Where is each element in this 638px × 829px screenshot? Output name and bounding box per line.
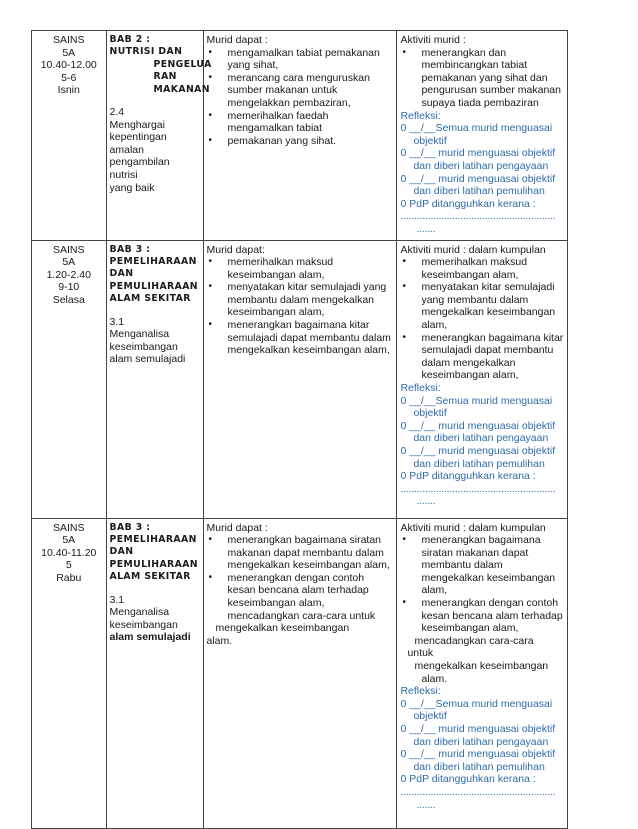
objective-item [207, 572, 394, 610]
subject-time-line: 10.40-11.20 [41, 546, 97, 559]
objective-item [207, 135, 394, 148]
learning-standard-text [110, 606, 200, 644]
learning-standard-line: Menganalisa [109, 328, 170, 341]
lesson-row [32, 518, 568, 828]
reflection-line-main: 0 __/__ murid menguasai objektif [400, 748, 556, 761]
reflection-line-sub: dan diberi latihan pengayaan [413, 159, 549, 172]
topic-title-line: PENGELUA [153, 58, 212, 70]
reflection-line-sub: dan diberi latihan pemulihan [413, 185, 545, 198]
learning-standard-line: yang baik [109, 181, 155, 194]
day-name: Isnin [57, 84, 80, 97]
activity-item [400, 597, 564, 635]
objectives-cell [203, 240, 397, 518]
activities-heading: Aktiviti murid : dalam kumpulan [400, 521, 546, 534]
dotted-line-sub: ....... [416, 495, 436, 508]
topic-title-line: RAN [153, 71, 177, 83]
bullet-icon: • [402, 331, 406, 343]
topic-title-line: PEMULIHARAAN [109, 558, 198, 570]
reason-dotted-line [400, 786, 564, 811]
activity-item-text: menerangkan dan membincangkan tabiat pemakanan yang sihat dan pengurusan sumber makanan supaya tiada pembaziran [421, 46, 561, 109]
lesson-row [32, 240, 568, 518]
reflection-line-sub: dan diberi latihan pengayaan [413, 432, 549, 445]
reason-dotted-line [400, 483, 564, 508]
reflection-line-sub: dan diberi latihan pemulihan [413, 760, 545, 773]
topic-title-line: PEMELIHARAAN [109, 255, 197, 267]
activity-item-text: menerangkan dengan contoh kesan bencana alam terhadap keseimbangan alam, [421, 597, 563, 635]
subject-time-line: 5 [65, 559, 72, 572]
lesson-row [32, 31, 568, 241]
objective-item-text: merancang cara menguruskan sumber makanan untuk mengelakkan pembaziran, [227, 71, 370, 109]
learning-standard-line: alam semulajadi [109, 353, 186, 366]
activity-item [400, 256, 564, 281]
topic-title-line: PEMELIHARAAN [109, 533, 197, 545]
bullet-icon: • [208, 134, 213, 146]
topic-cell [106, 240, 203, 518]
activity-item-text: menerangkan bagaimana kitar semulajadi dapat membantu dalam mengekalkan keseimbangan alam, [421, 331, 564, 382]
reflection-line-sub: objektif [413, 407, 447, 420]
objective-item [207, 319, 394, 357]
reflection-line-1 [400, 395, 564, 420]
reflection-line-3 [400, 173, 564, 198]
subject-time-line: 5A [62, 534, 76, 547]
bullet-icon: • [402, 46, 406, 58]
reflection-line-2 [400, 147, 564, 172]
subject-time-line: SAINS [53, 521, 85, 534]
objective-item-text: menyatakan kitar semulajadi yang membantu dalam mengekalkan keseimbangan alam, [227, 281, 387, 319]
bullet-icon: • [208, 256, 213, 268]
reflection-line-main: 0 __/__Semua murid menguasai [400, 697, 553, 710]
topic-title [110, 244, 200, 306]
bullet-icon: • [402, 534, 406, 546]
objective-item [207, 47, 394, 72]
objective-item [207, 534, 394, 572]
learning-standard-line: keseimbangan [109, 340, 178, 353]
dotted-line-main: ......................................................... [400, 482, 556, 495]
learning-standard-line: kepentingan [109, 131, 167, 144]
bullet-icon: • [402, 597, 406, 609]
reflection-title: Refleksi: [400, 109, 441, 122]
objectives-heading: Murid dapat : [206, 521, 268, 534]
reflection-title: Refleksi: [400, 382, 441, 395]
reflection-line-sub: objektif [413, 134, 447, 147]
bullet-icon: • [208, 46, 213, 58]
reflection-line-main: 0 __/__Semua murid menguasai [400, 394, 553, 407]
reflection-line-2 [400, 420, 564, 445]
objective-trailing-line: mencadangkan cara-cara untuk [227, 609, 376, 622]
topic-title [110, 522, 200, 584]
learning-standard-line: pengambilan nutrisi [109, 156, 170, 181]
topic-title-line: ALAM SEKITAR [109, 571, 191, 583]
activities-cell [397, 31, 568, 241]
objective-trailing-line: mengekalkan keseimbangan [215, 622, 350, 635]
learning-standard-line: Menghargai [109, 118, 165, 131]
activity-item [400, 534, 564, 597]
reflection-line-main: 0 __/__ murid menguasai objektif [400, 172, 556, 185]
learning-standard-line-bold: alam semulajadi [109, 631, 191, 644]
bullet-icon: • [208, 534, 213, 546]
reflection-block [400, 685, 564, 811]
topic-title-line: BAB 3 : [109, 243, 151, 255]
objective-item-text: mengamalkan tabiat pemakanan yang sihat, [227, 46, 380, 72]
subject-time-line: 9-10 [58, 281, 80, 294]
topic-title-line: BAB 2 : [109, 34, 151, 45]
bullet-icon: • [402, 256, 406, 268]
reflection-line-main: 0 __/__ murid menguasai objektif [400, 723, 556, 735]
reflection-line-main: 0 __/__Semua murid menguasai [400, 122, 553, 135]
objective-item [207, 281, 394, 319]
reflection-line-main: 0 __/__ murid menguasai objektif [400, 419, 556, 432]
objectives-heading: Murid dapat : [206, 34, 268, 46]
objective-item-text: menerangkan bagaimana siratan makanan dapat membantu dalam mengekalkan keseimbangan alam, [227, 534, 390, 572]
activities-heading: Aktiviti murid : [400, 34, 466, 46]
reflection-line-sub: objektif [413, 710, 447, 723]
topic-title-line: DAN [109, 268, 134, 280]
learning-standard-code: 3.1 [109, 315, 125, 328]
objective-item [207, 72, 394, 110]
reflection-line-3 [400, 445, 564, 470]
day-name: Rabu [56, 571, 82, 584]
reflection-line-sub: dan diberi latihan pengayaan [413, 735, 549, 748]
subject-time-line: 1.20-2.40 [46, 268, 91, 281]
learning-standard-line: Menganalisa [109, 606, 170, 619]
objective-item [207, 256, 394, 281]
postponed-note: 0 PdP ditangguhkan kerana : [400, 470, 536, 483]
subject-time-cell [32, 518, 107, 828]
bullet-icon: • [208, 71, 213, 83]
learning-standard-line: keseimbangan [109, 618, 178, 631]
topic-title-line: NUTRISI DAN [109, 46, 183, 58]
subject-time-cell [32, 31, 107, 241]
activities-cell [397, 240, 568, 518]
postponed-note: 0 PdP ditangguhkan kerana : [400, 197, 536, 210]
reflection-line-1 [400, 698, 564, 723]
activity-trailing-line: untuk [407, 647, 434, 660]
postponed-note: 0 PdP ditangguhkan kerana : [400, 773, 536, 786]
bullet-icon: • [208, 571, 213, 583]
topic-title-line: PEMULIHARAAN [109, 280, 198, 292]
day-name: Selasa [52, 293, 85, 306]
subject-time-line: 5A [62, 46, 76, 59]
learning-standard-code: 3.1 [109, 593, 125, 606]
learning-standard-text [110, 328, 200, 366]
objective-item-text: menerangkan dengan contoh kesan bencana alam terhadap keseimbangan alam, [227, 571, 369, 610]
objectives-heading: Murid dapat: [206, 243, 265, 256]
activity-trailing-line: alam. [421, 672, 448, 685]
topic-cell [106, 518, 203, 828]
topic-title-line: ALAM SEKITAR [109, 293, 191, 305]
topic-title [109, 34, 212, 96]
subject-time-cell [32, 240, 107, 518]
bullet-icon: • [208, 281, 213, 293]
dotted-line-main: ......................................................... [400, 210, 556, 223]
activities-heading: Aktiviti murid : dalam kumpulan [400, 243, 546, 256]
reflection-title: Refleksi: [400, 685, 441, 698]
activities-cell [397, 518, 568, 828]
bullet-icon: • [402, 281, 406, 293]
reflection-line-2 [400, 723, 564, 748]
dotted-line-main: ......................................................... [400, 785, 556, 798]
objective-item-list [207, 256, 394, 357]
learning-standard-code: 2.4 [109, 106, 125, 119]
activity-item [400, 47, 564, 110]
activity-item-text: menyatakan kitar semulajadi yang membantu dalam mengekalkan keseimbangan alam, [421, 281, 556, 332]
lesson-plan-page [31, 30, 568, 829]
reflection-line-1 [400, 122, 564, 147]
topic-title-line: MAKANAN [153, 83, 210, 95]
reflection-block [400, 382, 564, 508]
reason-dotted-line [400, 210, 564, 235]
activity-trailing-line: mengekalkan keseimbangan [414, 660, 549, 673]
subject-time-line: SAINS [53, 243, 85, 256]
objective-item-text: memerihalkan maksud keseimbangan alam, [227, 256, 334, 281]
subject-time-line: 5A [62, 256, 76, 269]
reflection-line-main: 0 __/__ murid menguasai objektif [400, 445, 556, 457]
objective-item-text: pemakanan yang sihat. [227, 134, 337, 147]
subject-time-line: SAINS [53, 34, 85, 46]
objective-item [207, 110, 394, 135]
objective-item-list [207, 47, 394, 148]
activity-item-text: memerihalkan maksud keseimbangan alam, [421, 256, 528, 281]
reflection-line-sub: dan diberi latihan pemulihan [413, 457, 545, 470]
reflection-line-main: 0 __/__ murid menguasai objektif [400, 147, 556, 160]
bullet-icon: • [208, 319, 213, 331]
objectives-cell [203, 518, 397, 828]
subject-time-line: 10.40-12.00 [40, 59, 97, 72]
reflection-block [400, 110, 564, 236]
lesson-plan-table [31, 30, 568, 829]
topic-cell [106, 31, 212, 241]
activity-item-list [400, 47, 564, 110]
reflection-line-3 [400, 748, 564, 773]
subject-time-line: 5-6 [61, 71, 77, 84]
bullet-icon: • [208, 109, 213, 121]
objective-trailing-line: alam. [206, 634, 233, 647]
dotted-line-sub: ....... [416, 222, 436, 235]
activity-item-list [400, 534, 564, 635]
dotted-line-sub: ....... [416, 798, 436, 811]
activity-trailing-line: mencadangkan cara-cara [414, 634, 534, 647]
learning-standard-text [110, 119, 200, 195]
objective-item-text: memerihalkan faedah mengamalkan tabiat [227, 109, 329, 135]
activity-item [400, 281, 564, 331]
topic-title-line: BAB 3 : [109, 521, 151, 533]
objective-item-text: menerangkan bagaimana kitar semulajadi dapat membantu dalam mengekalkan keseimbangan alam, [227, 319, 391, 357]
activity-item-list [400, 256, 564, 382]
objective-item-list [207, 534, 394, 610]
activity-item-text: menerangkan bagaimana siratan makanan dapat membantu dalam mengekalkan keseimbangan alam, [421, 534, 556, 597]
learning-standard-line: amalan [109, 143, 144, 156]
objectives-cell [203, 31, 397, 241]
activity-item [400, 332, 564, 382]
topic-title-line: DAN [109, 546, 134, 558]
